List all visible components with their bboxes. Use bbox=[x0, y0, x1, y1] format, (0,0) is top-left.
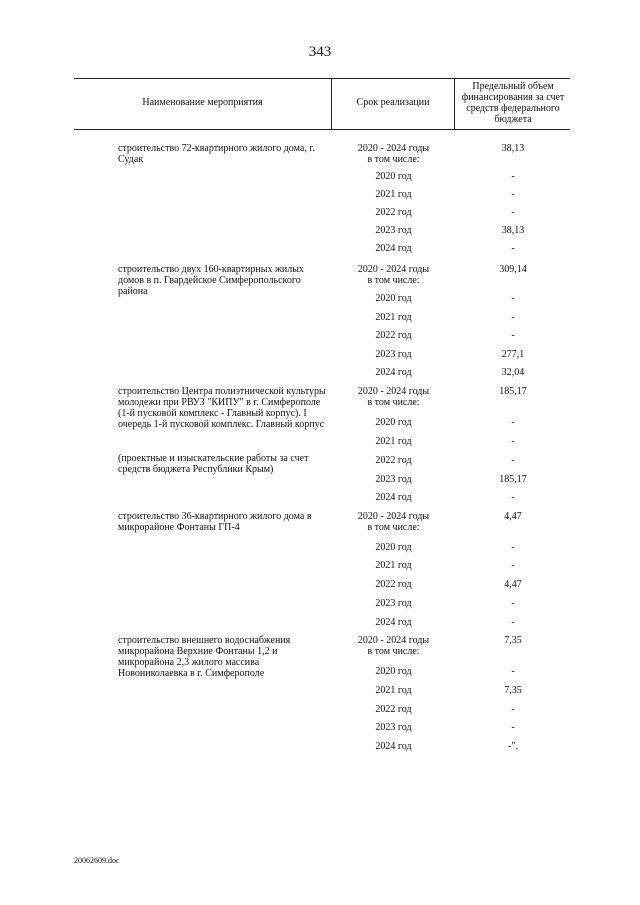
group-1-value-2021: - bbox=[511, 312, 515, 323]
group-0-value-2021: - bbox=[511, 189, 515, 200]
group-2-in-total-label: в том числе: bbox=[367, 397, 420, 408]
group-2-value-2023: 185,17 bbox=[499, 474, 527, 485]
footer-filename: 20062609.doc bbox=[74, 856, 120, 865]
group-2-period-total: 2020 - 2024 годы bbox=[357, 386, 430, 397]
group-3-total: 4,47 bbox=[504, 511, 522, 522]
group-2-total: 185,17 bbox=[499, 386, 527, 397]
group-3-value-2021: - bbox=[511, 560, 515, 571]
group-2-value-2024: - bbox=[511, 492, 515, 503]
group-2-note: (проектные и изыскательские работы за счет средств бюджета Республики Крым) bbox=[118, 453, 309, 475]
group-4-name: строительство внешнего водоснабжения микрорайона Верхние Фонтаны 1,2 и микрорайона 2,3 жилого массива Новониколаевка в г. Симферополе bbox=[118, 635, 291, 679]
group-3-name: строительство 36-квартирного жилого дома в микрорайоне Фонтаны ГП-4 bbox=[118, 511, 312, 533]
group-1-value-2022: - bbox=[511, 330, 515, 341]
group-0-period-total: 2020 - 2024 годы bbox=[357, 143, 430, 154]
header-col-name: Наименование мероприятия bbox=[142, 97, 263, 108]
group-4-period-total: 2020 - 2024 годы bbox=[357, 635, 430, 646]
group-3-value-2024: - bbox=[511, 617, 515, 628]
group-0-value-2020: - bbox=[511, 171, 515, 182]
group-3-value-2023: - bbox=[511, 598, 515, 609]
group-0-year-2022: 2022 год bbox=[375, 207, 412, 218]
group-0-value-2022: - bbox=[511, 207, 515, 218]
group-3-value-2020: - bbox=[511, 542, 515, 553]
header-col-amount: Предельный объем финансирования за счет средств федерального бюджета bbox=[461, 81, 565, 125]
group-1-name: строительство двух 160-квартирных жилых домов в п. Гвардейское Симферопольского района bbox=[118, 264, 304, 297]
group-1-value-2023: 277,1 bbox=[501, 349, 525, 360]
group-2-year-2023: 2023 год bbox=[375, 474, 412, 485]
group-4-year-2022: 2022 год bbox=[375, 704, 412, 715]
group-0-year-2020: 2020 год bbox=[375, 171, 412, 182]
group-0-in-total-label: в том числе: bbox=[367, 154, 420, 165]
group-0-value-2023: 38,13 bbox=[501, 225, 525, 236]
group-1-value-2020: - bbox=[511, 293, 515, 304]
group-4-year-2023: 2023 год bbox=[375, 722, 412, 733]
group-4-value-2021: 7,35 bbox=[504, 685, 522, 696]
header-bottom-rule bbox=[74, 129, 570, 130]
group-2-value-2022: - bbox=[511, 455, 515, 466]
group-0-name: строительство 72-квартирного жилого дома, г. Судак bbox=[118, 143, 315, 165]
group-4-in-total-label: в том числе: bbox=[367, 646, 420, 657]
header-col-period: Срок реализации bbox=[356, 97, 430, 108]
group-3-year-2024: 2024 год bbox=[375, 617, 412, 628]
group-1-year-2022: 2022 год bbox=[375, 330, 412, 341]
group-0-total: 38,13 bbox=[501, 143, 525, 154]
group-1-in-total-label: в том числе: bbox=[367, 275, 420, 286]
group-2-year-2022: 2022 год bbox=[375, 455, 412, 466]
group-1-year-2021: 2021 год bbox=[375, 312, 412, 323]
group-4-year-2024: 2024 год bbox=[375, 741, 412, 752]
group-2-year-2020: 2020 год bbox=[375, 417, 412, 428]
group-0-year-2021: 2021 год bbox=[375, 189, 412, 200]
page-number: 343 bbox=[308, 44, 332, 60]
group-2-year-2024: 2024 год bbox=[375, 492, 412, 503]
group-1-period-total: 2020 - 2024 годы bbox=[357, 264, 430, 275]
group-2-value-2021: - bbox=[511, 436, 515, 447]
group-1-value-2024: 32,04 bbox=[501, 367, 525, 378]
header-top-rule bbox=[74, 78, 570, 79]
group-2-name: строительство Центра полиэтнической культуры молодежи при РВУЗ "КИПУ" в г. Симферополе (1-й пусковой комплекс - Главный корпус). I очередь 1-й пусковой комплекс. Главный корпус bbox=[118, 386, 326, 430]
group-1-total: 309,14 bbox=[499, 264, 527, 275]
group-4-value-2020: - bbox=[511, 666, 515, 677]
group-4-value-2023: - bbox=[511, 722, 515, 733]
group-3-value-2022: 4,47 bbox=[504, 579, 522, 590]
group-0-year-2024: 2024 год bbox=[375, 243, 412, 254]
group-3-year-2021: 2021 год bbox=[375, 560, 412, 571]
group-3-year-2022: 2022 год bbox=[375, 579, 412, 590]
group-0-year-2023: 2023 год bbox=[375, 225, 412, 236]
group-3-period-total: 2020 - 2024 годы bbox=[357, 511, 430, 522]
group-4-total: 7,35 bbox=[504, 635, 522, 646]
group-2-value-2020: - bbox=[511, 417, 515, 428]
group-4-year-2020: 2020 год bbox=[375, 666, 412, 677]
group-3-in-total-label: в том числе: bbox=[367, 522, 420, 533]
group-2-year-2021: 2021 год bbox=[375, 436, 412, 447]
group-3-year-2023: 2023 год bbox=[375, 598, 412, 609]
group-4-year-2021: 2021 год bbox=[375, 685, 412, 696]
group-4-value-2024: -". bbox=[508, 741, 518, 752]
group-4-value-2022: - bbox=[511, 704, 515, 715]
group-1-year-2023: 2023 год bbox=[375, 349, 412, 360]
group-0-value-2024: - bbox=[511, 243, 515, 254]
group-1-year-2024: 2024 год bbox=[375, 367, 412, 378]
group-1-year-2020: 2020 год bbox=[375, 293, 412, 304]
group-3-year-2020: 2020 год bbox=[375, 542, 412, 553]
header-divider-2 bbox=[454, 78, 455, 130]
